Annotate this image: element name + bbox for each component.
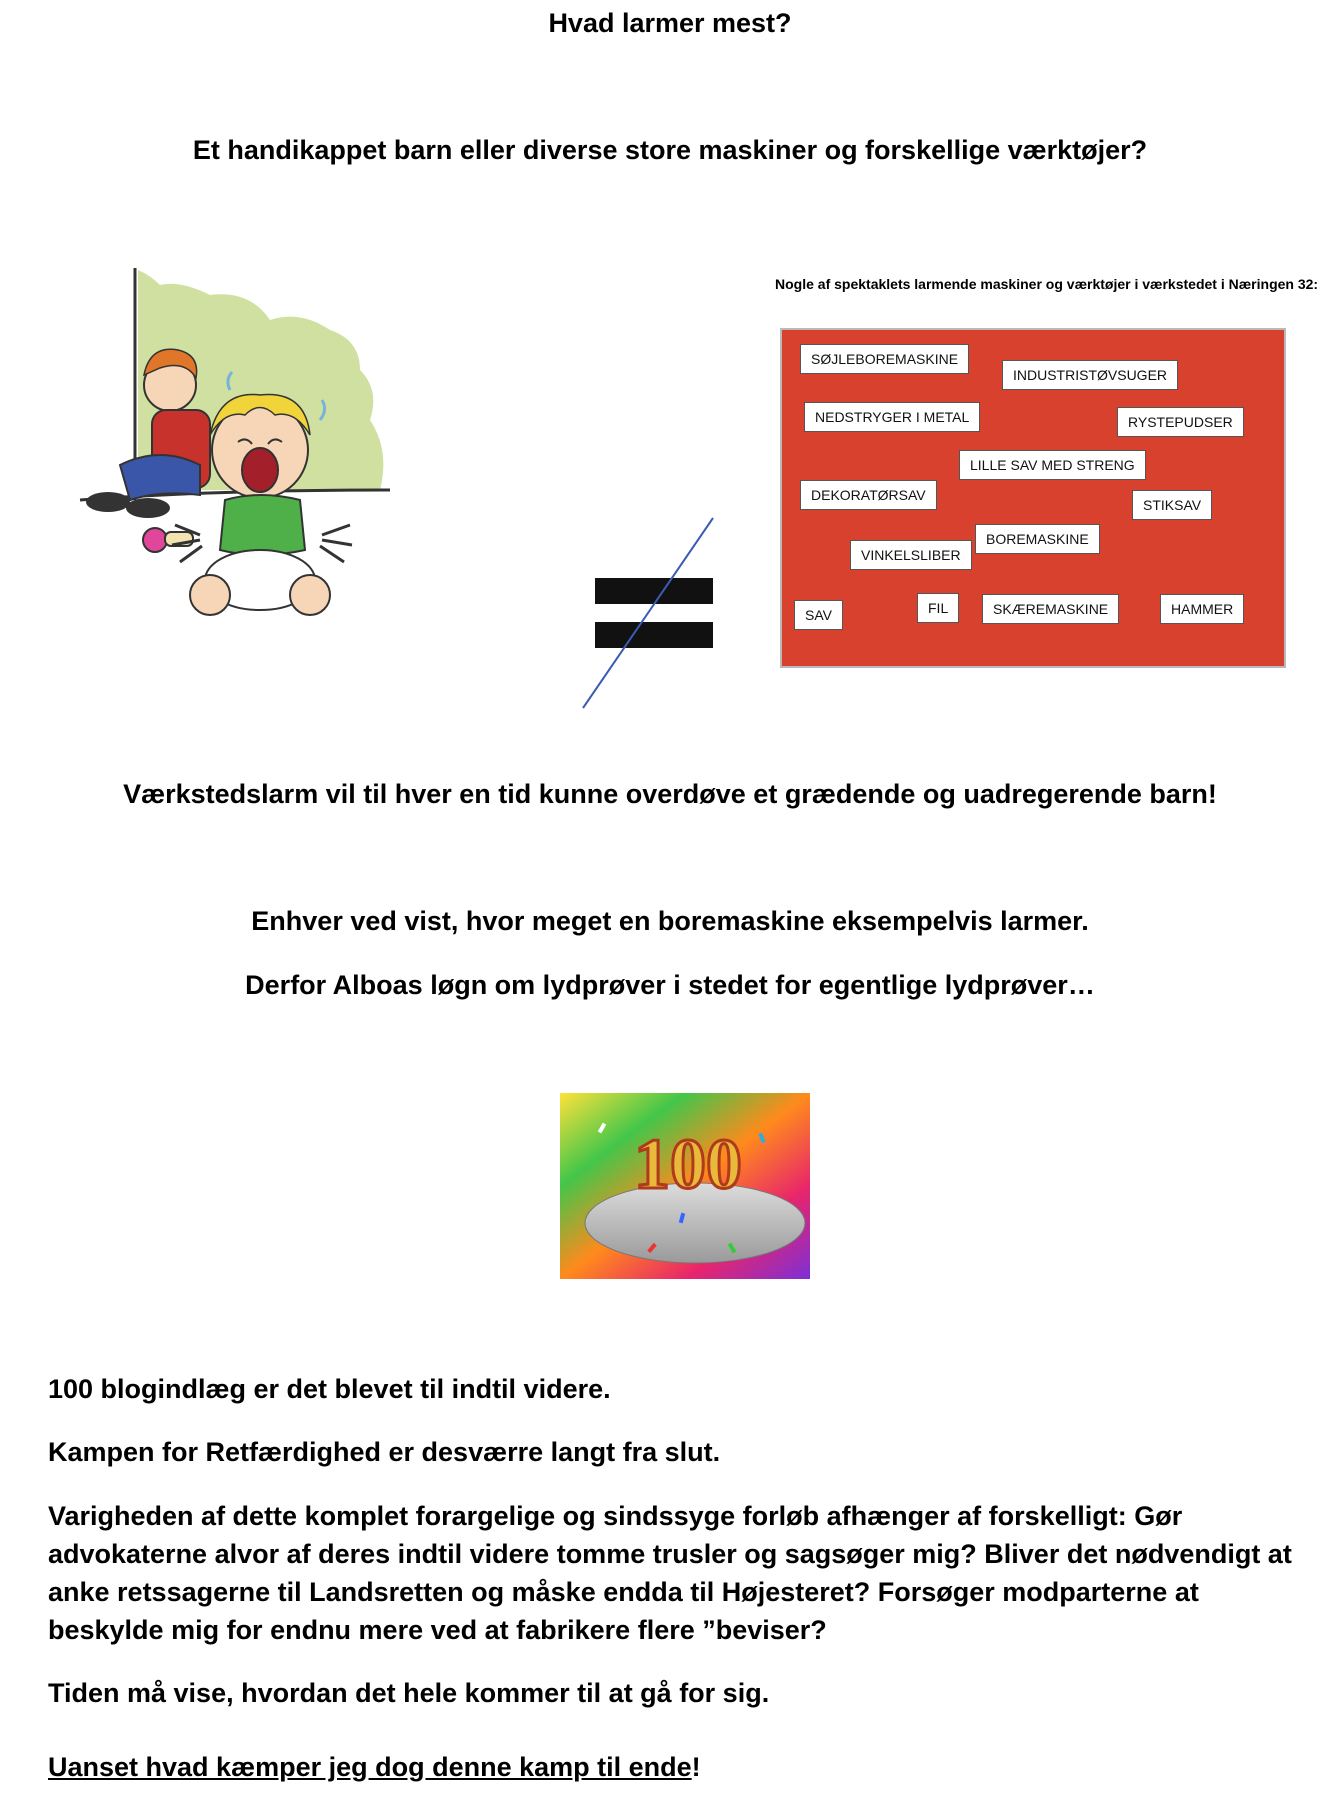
tool-label: SØJLEBOREMASKINE bbox=[800, 344, 969, 374]
tools-panel bbox=[780, 328, 1286, 668]
question-text: Et handikappet barn eller diverse store maskiner og forskellige værktøjer? bbox=[192, 135, 1148, 165]
closing-underlined-text: Uanset hvad kæmper jeg dog denne kamp til ende bbox=[48, 1752, 692, 1782]
badge-number: 100 bbox=[634, 1124, 742, 1204]
not-equal-icon bbox=[560, 510, 760, 720]
crying-children-illustration bbox=[60, 250, 420, 670]
tool-label: STIKSAV bbox=[1132, 490, 1212, 520]
page-title: Hvad larmer mest? bbox=[548, 8, 792, 38]
paragraph-justice: Kampen for Retfærdighed er desværre langt fra slut. bbox=[48, 1437, 721, 1467]
paragraph-duration: Varigheden af dette komplet forargelige og sindssyge forløb afhænger af forskelligt: Gør advokaterne alvor af deres indtil videre tomme trusler og sagsøger mig? Bliver det nødvendigt at anke retssagerne til Landsretten og måske endda til Højesteret? Forsøger modparterne at beskylde mig for endnu mere ved at fabrikere flere ”beviser? bbox=[48, 1501, 1292, 1645]
tool-label: BOREMASKINE bbox=[975, 524, 1100, 554]
tool-label: DEKORATØRSAV bbox=[800, 480, 937, 510]
closing-line bbox=[48, 1748, 1298, 1786]
tool-label: INDUSTRISTØVSUGER bbox=[1002, 360, 1178, 390]
tool-label: NEDSTRYGER I METAL bbox=[804, 402, 980, 432]
tool-label: FIL bbox=[917, 593, 959, 623]
statement-text: Værkstedslarm vil til hver en tid kunne overdøve et grædende og uadregerende barn! bbox=[123, 779, 1217, 809]
drill-text: Enhver ved vist, hvor meget en boremaskine eksempelvis larmer. bbox=[251, 906, 1089, 936]
paragraph-time: Tiden må vise, hvordan det hele kommer til at gå for sig. bbox=[48, 1678, 770, 1708]
tool-label: VINKELSLIBER bbox=[850, 540, 972, 570]
tool-label: SKÆREMASKINE bbox=[982, 594, 1119, 624]
tool-label: LILLE SAV MED STRENG bbox=[959, 450, 1146, 480]
tool-label: HAMMER bbox=[1160, 594, 1244, 624]
tools-caption: Nogle af spektaklets larmende maskiner og værktøjer i værkstedet i Næringen 32: bbox=[775, 276, 1319, 292]
tool-label: RYSTEPUDSER bbox=[1117, 407, 1244, 437]
closing-exclamation: ! bbox=[691, 1752, 701, 1782]
paragraph-blog-count: 100 blogindlæg er det blevet til indtil videre. bbox=[48, 1374, 611, 1404]
hundred-celebration-image bbox=[560, 1093, 810, 1279]
lie-text: Derfor Alboas løgn om lydprøver i stedet for egentlige lydprøver… bbox=[245, 970, 1095, 1000]
tool-label: SAV bbox=[794, 600, 843, 630]
